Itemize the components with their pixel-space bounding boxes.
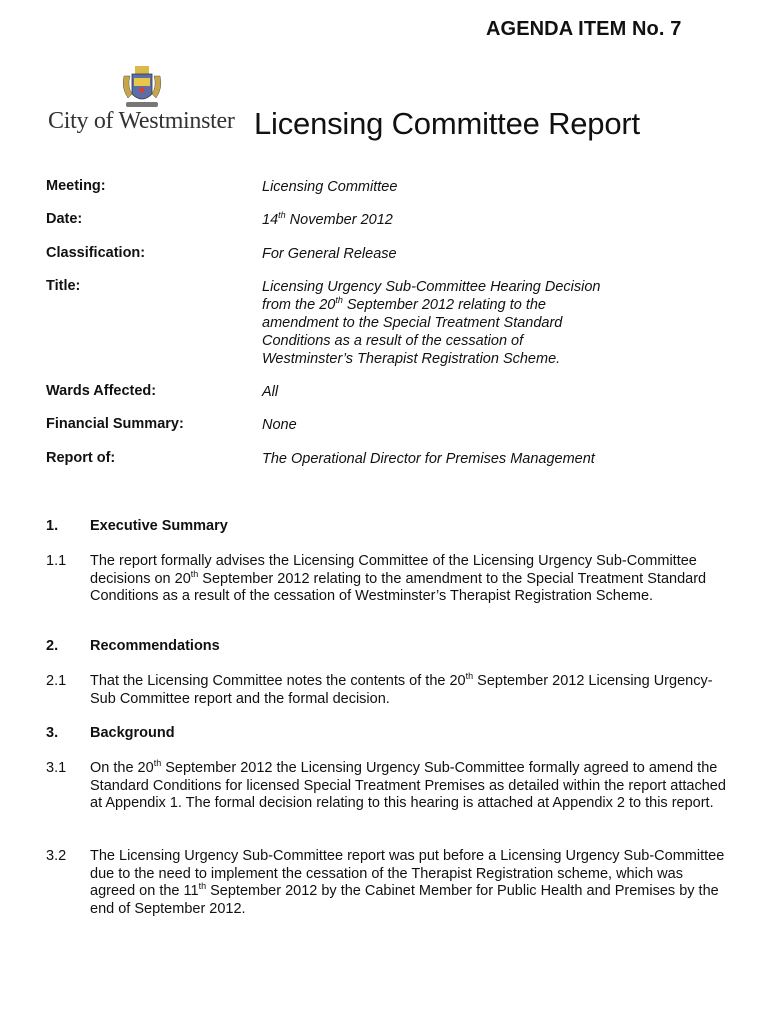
wards-value: All <box>262 384 279 400</box>
meeting-value: Licensing Committee <box>262 179 398 195</box>
date-label: Date: <box>46 211 83 227</box>
title-value: Licensing Urgency Sub-Committee Hearing Decision from the 20th September 2012 relating to the amendment to the Special Treatment Standard Conditions as a result of the cessation of Westminster’s Therapist Registration Scheme. <box>262 279 601 367</box>
financial-value: None <box>262 417 297 433</box>
report-title: Licensing Committee Report <box>254 106 640 141</box>
classification-label: Classification: <box>46 245 146 261</box>
agenda-item-heading: AGENDA ITEM No. 7 <box>486 18 682 40</box>
meeting-label: Meeting: <box>46 178 106 194</box>
title-label: Title: <box>46 278 81 294</box>
financial-label: Financial Summary: <box>46 416 184 432</box>
westminster-crest-logo <box>118 64 166 110</box>
organisation-wordmark: City of Westminster <box>48 108 235 134</box>
wards-label: Wards Affected: <box>46 383 157 399</box>
report-of-label: Report of: <box>46 450 116 466</box>
date-value: 14th November 2012 <box>262 210 393 228</box>
classification-value: For General Release <box>262 246 397 262</box>
report-of-value: The Operational Director for Premises Management <box>262 451 595 467</box>
